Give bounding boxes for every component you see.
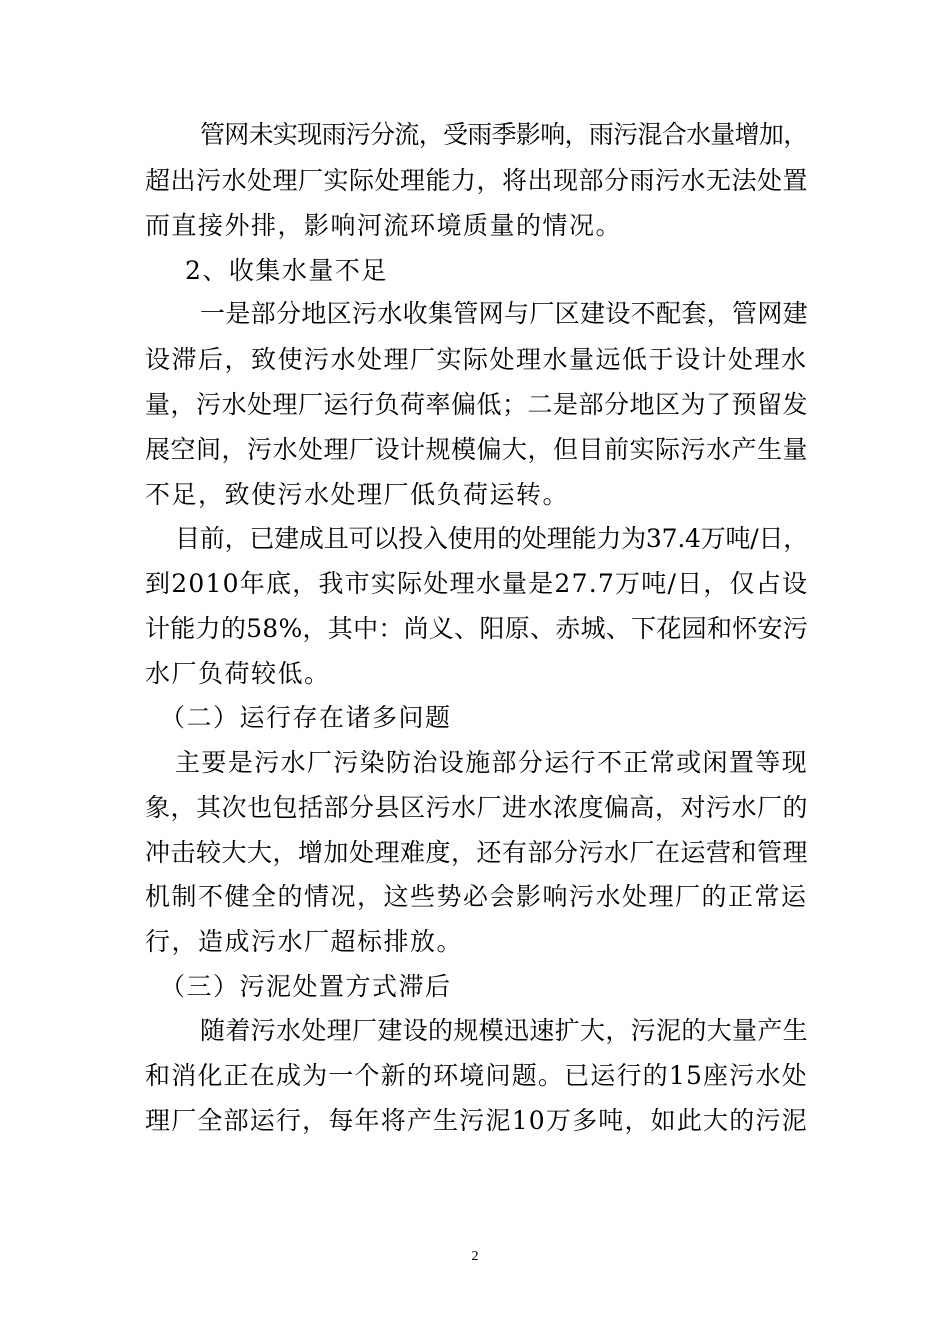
section-heading: 2、收集水量不足 <box>185 256 388 285</box>
paragraph-line: 展空间，污水处理厂设计规模偏大，但目前实际污水产生量 <box>145 435 809 464</box>
page-number: 2 <box>471 1249 479 1264</box>
paragraph-line: 不足，致使污水处理厂低负荷运转。 <box>145 480 570 509</box>
paragraph-line: 计能力的58%，其中：尚义、阳原、赤城、下花园和怀安污 <box>145 614 809 643</box>
paragraph-line: 一是部分地区污水收集管网与厂区建设不配套，管网建 <box>200 299 809 328</box>
paragraph-line: 超出污水处理厂实际处理能力，将出现部分雨污水无法处置 <box>145 166 809 195</box>
paragraph-line: 而直接外排，影响河流环境质量的情况。 <box>145 211 623 240</box>
paragraph-line: 水厂负荷较低。 <box>145 659 331 688</box>
section-heading: （三）污泥处置方式滞后 <box>160 972 452 1001</box>
section-heading: （二）运行存在诸多问题 <box>160 703 452 732</box>
paragraph-line: 机制不健全的情况，这些势必会影响污水处理厂的正常运 <box>145 882 808 911</box>
paragraph-line: 主要是污水厂污染防治设施部分运行不正常或闲置等现 <box>175 748 809 777</box>
paragraph-line: 量，污水处理厂运行负荷率偏低；二是部分地区为了预留发 <box>145 390 809 419</box>
paragraph-line: 目前，已建成且可以投入使用的处理能力为37.4万吨/日， <box>175 524 809 553</box>
paragraph-line: 管网未实现雨污分流，受雨季影响，雨污混合水量增加， <box>200 120 808 149</box>
paragraph-line: 理厂全部运行，每年将产生污泥10万多吨，如此大的污泥 <box>145 1106 808 1135</box>
paragraph-line: 到2010年底，我市实际处理水量是27.7万吨/日，仅占设 <box>145 569 809 598</box>
paragraph-line: 设滞后，致使污水处理厂实际处理水量远低于设计处理水 <box>145 345 808 374</box>
paragraph-line: 行，造成污水厂超标排放。 <box>145 927 464 956</box>
paragraph-line: 冲击较大大，增加处理难度，还有部分污水厂在运营和管理 <box>145 838 809 867</box>
paragraph-line: 随着污水处理厂建设的规模迅速扩大，污泥的大量产生 <box>200 1016 809 1045</box>
paragraph-line: 象，其次也包括部分县区污水厂进水浓度偏高，对污水厂的 <box>145 793 809 822</box>
paragraph-line: 和消化正在成为一个新的环境问题。已运行的15座污水处 <box>145 1061 808 1090</box>
